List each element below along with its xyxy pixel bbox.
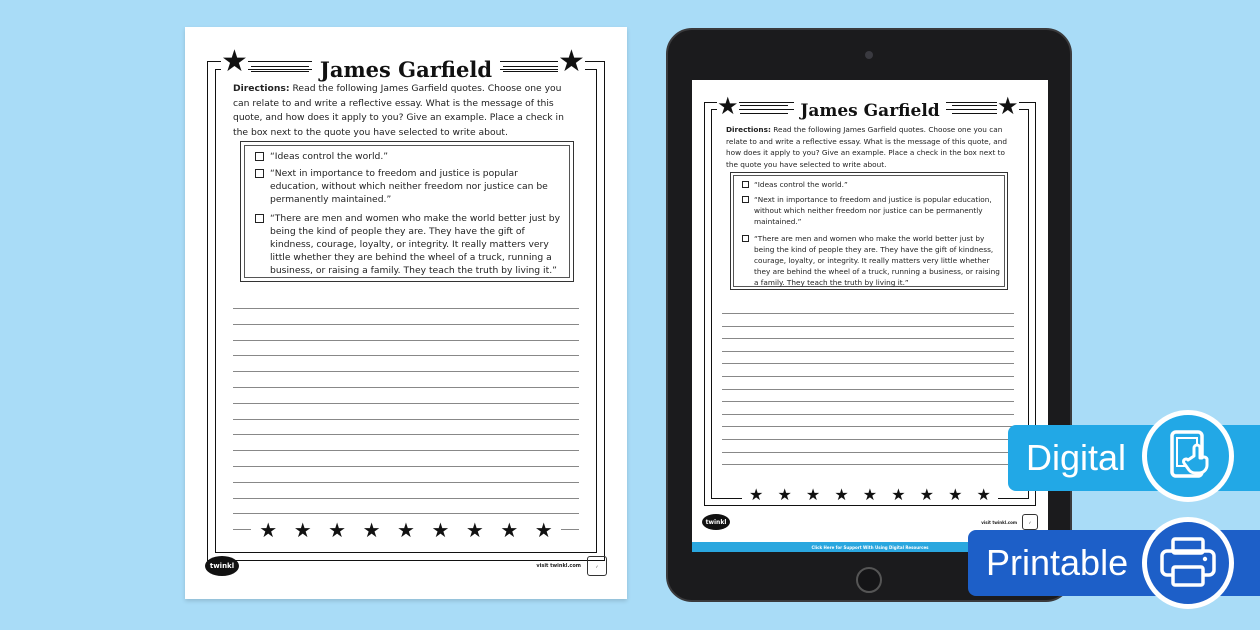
- title-left-bars: [251, 61, 309, 72]
- footer-url: visit twinkl.com: [536, 563, 581, 569]
- star-icon: ★: [431, 518, 450, 542]
- star-icon: ★: [997, 92, 1019, 120]
- tablet-camera: [865, 51, 873, 59]
- star-icon: ★: [397, 518, 415, 542]
- quote-checkbox[interactable]: [255, 169, 264, 178]
- worksheet-title: James Garfield: [312, 57, 500, 82]
- quote-option-2[interactable]: [255, 167, 565, 206]
- printable-badge-label: Printable: [986, 542, 1129, 583]
- quote-option-2[interactable]: [742, 194, 1000, 227]
- quote-option-3[interactable]: [742, 233, 1000, 288]
- tablet-home-button[interactable]: [856, 567, 882, 593]
- star-icon: ★: [328, 518, 347, 542]
- quote-checkbox[interactable]: [742, 235, 749, 242]
- star-icon: ★: [948, 485, 963, 504]
- star-icon: ★: [862, 485, 878, 504]
- directions-label: Directions:: [233, 83, 290, 94]
- quote-text: “There are men and women who make the world better just by being the kind of people they are. They have the gift of kindness, courage, loyalty, or integrity. It really matters very little whether they are behind the wheel of a truck, running a business, or raising a family. They teach the truth by living it.”: [270, 213, 561, 276]
- title-left-bars: [740, 105, 788, 114]
- star-icon: ★: [465, 518, 484, 542]
- title-right-bars: [952, 105, 1000, 114]
- quality-badge-icon: ✓: [1022, 514, 1038, 530]
- support-link-bar[interactable]: Click Here for Support With Using Digital Resources: [692, 542, 1048, 552]
- quote-checkbox[interactable]: [255, 152, 264, 161]
- quote-checkbox[interactable]: [742, 181, 749, 188]
- star-icon: ★: [919, 485, 935, 504]
- star-icon: ★: [362, 518, 381, 542]
- title-right-bars: [503, 61, 561, 72]
- quote-text: “Ideas control the world.”: [270, 151, 389, 162]
- star-icon: ★: [805, 485, 821, 504]
- directions-label: Directions:: [726, 125, 771, 134]
- digital-worksheet: [692, 80, 1048, 552]
- footer-right: [536, 556, 607, 576]
- star-icon: ★: [293, 518, 312, 542]
- quote-text: “There are men and women who make the world better just by being the kind of people they are. They have the gift of kindness, courage, loyalty, or integrity. It really matters very little whether they are behind the wheel of a truck, running a business, or raising a family. They teach the truth by living it.”: [754, 234, 1000, 287]
- star-icon: ★: [221, 44, 248, 79]
- quote-text: “Ideas control the world.”: [754, 180, 848, 189]
- quote-box: [730, 172, 1008, 290]
- quote-option-1[interactable]: [742, 179, 1000, 190]
- directions-paragraph: [726, 124, 1016, 170]
- quote-text: “Next in importance to freedom and justice is popular education, without which neither freedom nor justice can be permanently maintained.”: [754, 195, 992, 226]
- directions-text: Read the following James Garfield quotes. Choose one you can relate to and write a reflective essay. What is the message of this quote, and how does it apply to you? Give an example. Place a check in the box next to the quote you have selected to write about.: [233, 83, 564, 138]
- printable-worksheet: [185, 27, 627, 599]
- twinkl-logo: twinkl: [205, 556, 239, 576]
- star-icon: ★: [259, 518, 278, 542]
- writing-lines[interactable]: [722, 313, 1014, 465]
- quote-text: “Next in importance to freedom and justice is popular education, without which neither freedom nor justice can be permanently maintained.”: [270, 168, 548, 205]
- star-icon: ★: [717, 92, 739, 120]
- star-icon: ★: [777, 485, 792, 504]
- twinkl-logo: twinkl: [702, 514, 730, 530]
- star-icon: ★: [891, 485, 906, 504]
- printer-icon: [1142, 517, 1234, 609]
- quote-option-3[interactable]: [255, 212, 565, 277]
- directions-text: Read the following James Garfield quotes. Choose one you can relate to and write a reflective essay. What is the message of this quote, and how does it apply to you? Give an example. Place a check in the box next to the quote you have selected to write about.: [726, 125, 1008, 169]
- star-icon: ★: [834, 485, 849, 504]
- star-icon: ★: [976, 485, 991, 504]
- bottom-star-border: [251, 518, 561, 542]
- footer-right: [981, 514, 1038, 530]
- bottom-star-border: [742, 486, 998, 504]
- star-icon: ★: [534, 518, 553, 542]
- worksheet-footer: [205, 554, 607, 578]
- worksheet-title: James Garfield: [794, 101, 945, 121]
- quote-checkbox[interactable]: [742, 196, 749, 203]
- tablet-touch-icon: [1142, 410, 1234, 502]
- footer-url: visit twinkl.com: [981, 519, 1017, 525]
- quote-box: [240, 141, 574, 282]
- quality-badge-icon: ✓: [587, 556, 607, 576]
- writing-lines[interactable]: [233, 308, 579, 530]
- star-icon: ★: [558, 44, 585, 79]
- digital-badge-label: Digital: [1026, 437, 1127, 478]
- tablet-device: [666, 28, 1072, 602]
- worksheet-footer: [702, 512, 1038, 532]
- star-icon: ★: [749, 485, 764, 504]
- quote-option-1[interactable]: [255, 150, 565, 163]
- directions-paragraph: [233, 82, 579, 140]
- star-icon: ★: [500, 518, 519, 542]
- quote-checkbox[interactable]: [255, 214, 264, 223]
